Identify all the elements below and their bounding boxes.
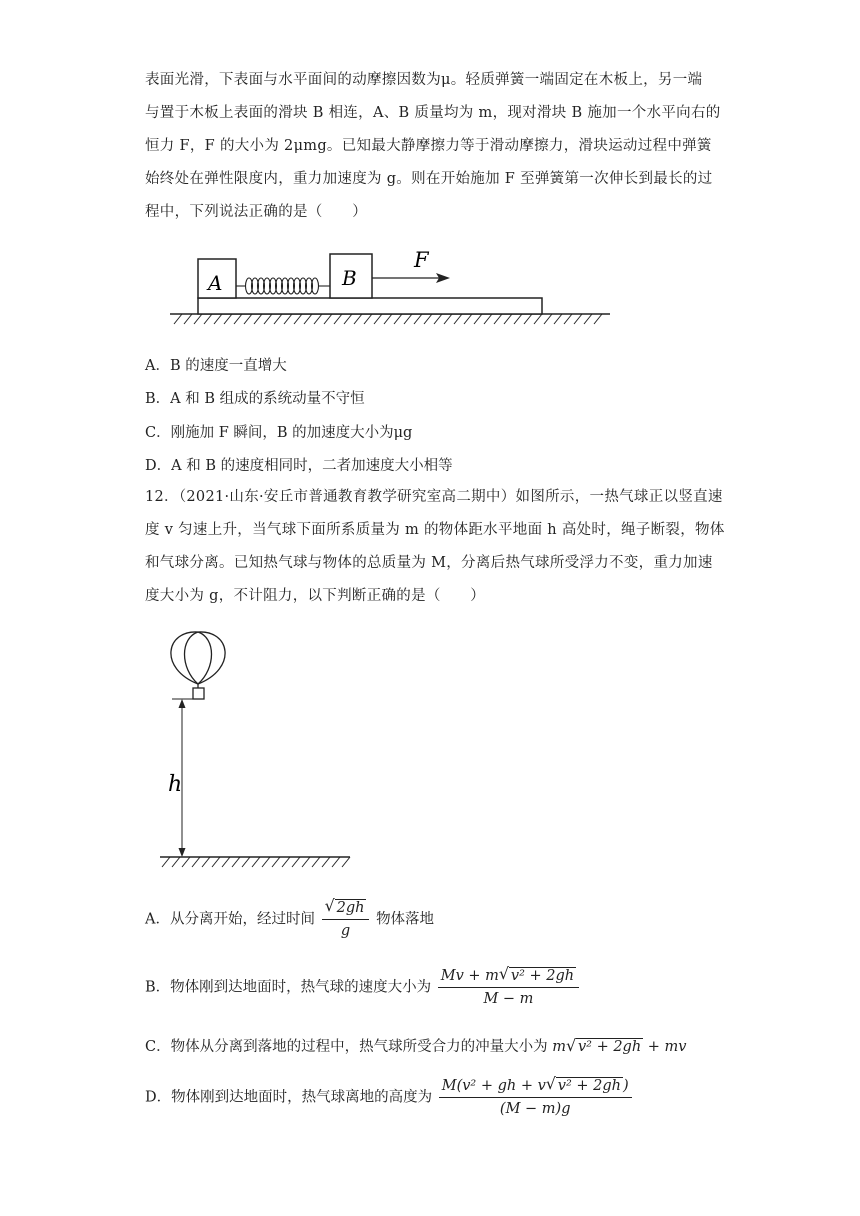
arrow-down-icon <box>179 848 186 857</box>
q12-option-d[interactable] <box>145 1076 634 1119</box>
q11-option-b[interactable]: B．A 和 B 组成的系统动量不守恒 <box>145 391 365 407</box>
option-a-numerator: 2gh <box>336 900 365 916</box>
q12-stem <box>145 481 725 613</box>
spring-icon <box>236 278 330 294</box>
board <box>198 298 542 314</box>
q11-spring-block-figure <box>160 242 620 332</box>
block-b-label: B <box>342 266 357 290</box>
q12-line: 度 v 匀速上升，当气球下面所系质量为 m 的物体距水平地面 h 高处时，绳子断裂，物体 <box>145 522 725 538</box>
option-d-num-1: M(v² + gh + v <box>441 1078 546 1094</box>
q12-option-b[interactable] <box>145 966 581 1009</box>
option-b-denominator: M − m <box>483 991 534 1007</box>
q11-line: 始终处在弹性限度内，重力加速度为 g。则在开始施加 F 至弹簧第一次伸长到最长的过 <box>145 171 713 187</box>
option-c-text: C．物体从分离到落地的过程中，热气球所受合力的冲量大小为 <box>145 1039 548 1055</box>
option-c-pre: m <box>552 1039 566 1055</box>
block-a-label: A <box>208 271 223 295</box>
q12-line: 12．（2021·山东·安丘市普通教育教学研究室高二期中）如图所示，一热气球正以竖直速 <box>145 489 723 505</box>
q11-line: 与置于木板上表面的滑块 B 相连，A、B 质量均为 m，现对滑块 B 施加一个水平向右的 <box>145 105 721 121</box>
arrow-up-icon <box>179 699 186 708</box>
q11-line: 恒力 F，F 的大小为 2μmg。已知最大静摩擦力等于滑动摩擦力，滑块运动过程中弹簧 <box>145 138 712 154</box>
q11-option-a[interactable]: A．B 的速度一直增大 <box>145 358 287 374</box>
q12-option-c[interactable]: C．物体从分离到落地的过程中，热气球所受合力的冲量大小为 m √ v² + 2gh + mv <box>145 1036 687 1055</box>
q11-stem <box>145 64 725 229</box>
q12-balloon-figure <box>150 628 360 878</box>
option-b-fraction: Mv + m √ v² + 2gh M − m <box>438 966 579 1009</box>
option-b-num-rad: v² + 2gh <box>510 968 575 984</box>
option-d-text: D．物体刚到达地面时，热气球离地的高度为 <box>145 1089 433 1106</box>
option-c-rad: v² + 2gh <box>577 1039 642 1055</box>
q12-line: 度大小为 g，不计阻力，以下判断正确的是（ ） <box>145 588 486 604</box>
option-a-tail: 物体落地 <box>376 911 435 928</box>
balloon-icon <box>171 632 225 688</box>
payload-box <box>193 688 204 699</box>
force-label: F <box>414 248 429 272</box>
q11-line: 程中，下列说法正确的是（ ） <box>145 204 367 220</box>
option-b-text: B．物体刚到达地面时，热气球的速度大小为 <box>145 979 432 996</box>
q12-line: 和气球分离。已知热气球与物体的总质量为 M，分离后热气球所受浮力不变，重力加速 <box>145 555 713 571</box>
option-d-fraction: M(v² + gh + v √ v² + 2gh ) (M − m)g <box>439 1076 632 1119</box>
option-c-tail: + mv <box>647 1039 687 1055</box>
option-a-denominator: g <box>340 923 351 939</box>
option-d-num-rad: v² + 2gh <box>557 1078 622 1094</box>
height-label: h <box>168 772 183 797</box>
option-d-num-2: ) <box>623 1078 629 1094</box>
option-a-fraction: √ 2gh g <box>322 898 370 941</box>
q11-option-d[interactable]: D．A 和 B 的速度相同时，二者加速度大小相等 <box>145 458 453 474</box>
option-b-num-1: Mv + m <box>440 968 499 984</box>
q12-option-a[interactable] <box>145 898 434 941</box>
option-d-denominator: (M − m)g <box>499 1101 571 1117</box>
q11-option-c[interactable]: C．刚施加 F 瞬间，B 的加速度大小为μg <box>145 425 413 441</box>
q11-line: 表面光滑，下表面与水平面间的动摩擦因数为μ。轻质弹簧一端固定在木板上，另一端 <box>145 72 703 88</box>
option-a-text: A．从分离开始，经过时间 <box>145 911 315 928</box>
